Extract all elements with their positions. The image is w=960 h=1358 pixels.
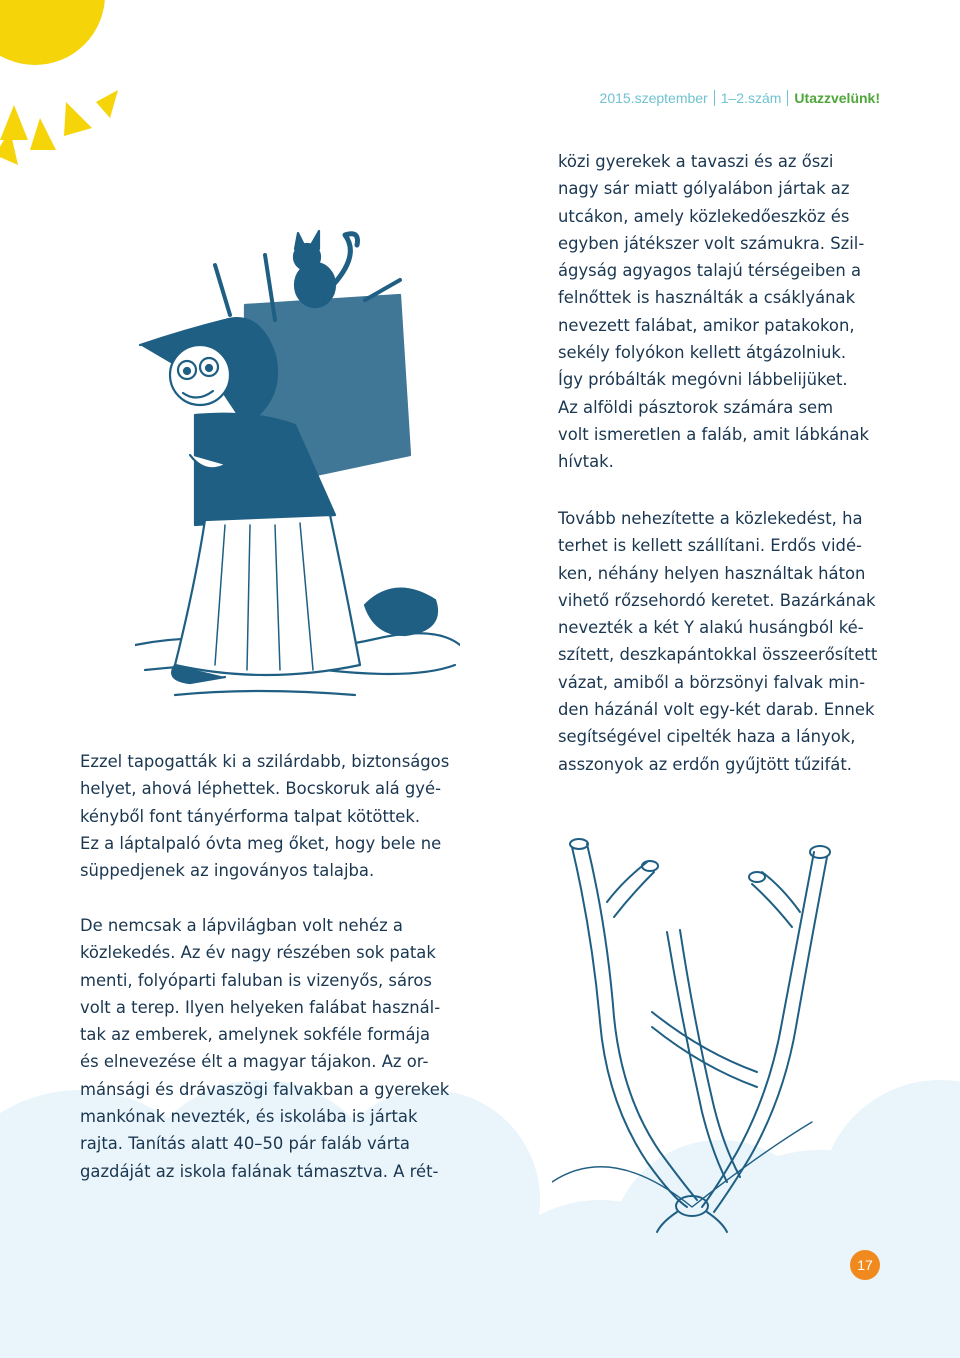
text-line: Tovább nehezítette a közlekedést, ha [558,509,863,528]
text-line: den házánál volt egy-két darab. Ennek [558,700,875,720]
text-line: nagy sár miatt gólyalábon jártak az [558,179,850,199]
text-line: ken, néhány helyen használtak háton [558,563,866,583]
text-line: sekély folyókon kellett átgázolniuk. [558,343,847,363]
text-line: segítségével cipelték haza a lányok, [558,727,856,747]
text-line: egyben játékszer volt számukra. Szil- [558,233,865,253]
header-divider [714,90,715,106]
text-line: menti, folyóparti faluban is vizenyős, sáros [80,970,432,990]
text-line: közi gyerekek a tavaszi és az őszi [558,152,834,171]
text-line: tak az emberek, amelynek sokféle formája [80,1025,431,1045]
text-line: hívtak. [558,452,614,472]
text-line: volt ismeretlen a faláb, amit lábkának [558,424,870,444]
text-line: szített, deszkapántokkal összeerősített [558,645,878,665]
text-line: süppedjenek az ingoványos talajba. [80,861,375,881]
text-line: terhet is kellett szállítani. Erdős vidé- [558,536,862,556]
text-line: vázat, amiből a börzsönyi falvak min- [558,672,866,692]
text-line: Az alföldi pásztorok számára sem [558,397,834,417]
firewood-carrying-frame-illustration [552,822,842,1242]
text-line: Ez a láptalpaló óvta meg őket, hogy bele ne [80,833,442,853]
text-line: felnőttek is használták a csáklyának [558,288,856,308]
page-header [600,90,880,106]
page-number-badge: 17 [850,1250,880,1280]
left-column-bottom-text [80,912,460,1185]
text-line: közlekedés. Az év nagy részében sok patak [80,943,436,963]
right-column-top-text [558,148,878,476]
text-line: kényből font tányérforma talpat kötöttek. [80,806,421,826]
issue-date: 2015.szeptember [599,90,708,106]
text-line: rajta. Tanítás alatt 40–50 pár faláb várta [80,1134,410,1154]
text-line: ágyság agyagos talajú térségeiben a [558,261,861,281]
text-line: gazdáját az iskola falának támasztva. A rét- [80,1161,439,1181]
text-line: volt a terep. Ilyen helyeken falábat használ- [80,997,441,1017]
left-column-middle-text [80,748,460,884]
text-line: mankónak nevezték, és iskolába is jártak [80,1107,418,1127]
text-line: utcákon, amely közlekedőeszköz és [558,206,850,226]
text-line: Ezzel tapogatták ki a szilárdabb, biztonságos [80,752,450,771]
issue-number: 1–2.szám [720,90,782,106]
text-line: nevezték a két Y alakú husángból ké- [558,618,864,638]
witch-carrying-firewood-illustration [135,225,460,705]
text-line: asszonyok az erdőn gyűjtött tűzifát. [558,754,852,774]
text-line: Így próbálták megóvni lábbelijüket. [558,370,848,390]
section-title: Utazzvelünk! [794,90,880,106]
text-line: nevezett falábat, amikor patakokon, [558,315,855,335]
text-line: helyet, ahová léphettek. Bocskoruk alá gyé- [80,779,441,799]
text-line: és elnevezése élt a magyar tájakon. Az or- [80,1052,429,1072]
header-divider [787,90,788,106]
text-line: vihető rőzsehordó keretet. Bazárkának [558,590,876,610]
sun-icon [0,0,118,165]
text-line: mánsági és drávaszögi falvakban a gyerekek [80,1079,450,1099]
right-column-middle-text [558,505,878,778]
text-line: De nemcsak a lápvilágban volt nehéz a [80,916,403,935]
